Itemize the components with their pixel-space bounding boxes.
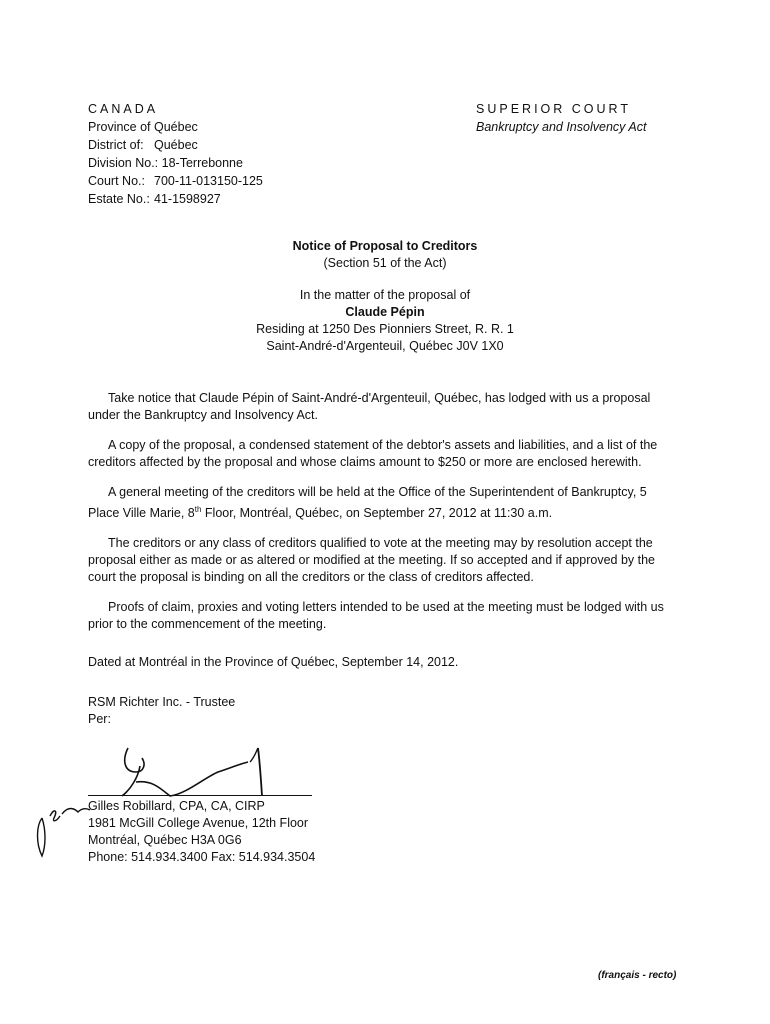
signatory-city: Montréal, Québec H3A 0G6 [88,833,242,847]
debtor-address-line1: Residing at 1250 Des Pionniers Street, R. R. 1 [256,322,514,336]
ordinal-suffix: th [194,505,202,514]
court-number-row [88,172,263,190]
estate-number-label: Estate No.: [88,192,150,206]
signatory-phone: Phone: 514.934.3400 Fax: 514.934.3504 [88,850,316,864]
court-number-value: 700-11-013150-125 [154,174,263,188]
page-footer-note: (français - recto) [598,970,677,981]
trustee-per: Per: [88,712,111,726]
signatory-name: Gilles Robillard, CPA, CA, CIRP [88,799,265,813]
district-row [88,136,263,154]
notice-title: Notice of Proposal to Creditors [292,239,478,253]
debtor-name: Claude Pépin [345,305,425,319]
meeting-text-end: Floor, Montréal, Québec, on September 27, 2012 at 11:30 a.m. [201,506,553,521]
estate-number-row [88,190,263,208]
handwritten-signature [100,738,280,798]
trustee-firm: RSM Richter Inc. - Trustee [88,695,236,709]
paragraph-voting: The creditors or any class of creditors qualified to vote at the meeting may by resolution accept the proposal either as made or as altered or modified at the meeting. If so accepted and if approved by the court the proposal is binding on all the creditors or the class of creditors affected. [88,536,656,585]
act-name: Bankruptcy and Insolvency Act [476,120,647,134]
signatory-address: 1981 McGill College Avenue, 12th Floor [88,816,309,830]
handwritten-initials [32,800,92,860]
court-name: SUPERIOR COURT [476,102,631,116]
division-label: Division No.: [88,156,159,170]
paragraph-enclosures: A copy of the proposal, a condensed statement of the debtor's assets and liabilities, and a list of the creditors affected by the proposal and whose claims amount to $250 or more are enclosed herewith. [88,438,658,469]
matter-intro: In the matter of the proposal of [299,288,471,302]
case-info-block [88,100,263,208]
paragraph-proofs: Proofs of claim, proxies and voting letters intended to be used at the meeting must be lodged with us prior to the commencement of the meeting. [88,600,664,632]
debtor-address-line2: Saint-André-d'Argenteuil, Québec J0V 1X0 [266,339,504,353]
division-value: 18-Terrebonne [161,156,243,170]
notice-body [88,390,680,646]
notice-title-block [0,238,770,272]
signature-line [88,795,312,796]
dated-line: Dated at Montréal in the Province of Québec, September 14, 2012. [88,655,459,669]
court-number-label: Court No.: [88,174,145,188]
estate-number-value: 41-1598927 [154,192,221,206]
district-label: District of: [88,138,144,152]
notice-section: (Section 51 of the Act) [323,256,447,270]
division-row [88,154,263,172]
district-value: Québec [154,138,198,152]
court-block [476,100,646,136]
country-label: CANADA [88,102,159,116]
meeting-text-start: A general meeting of the creditors will be held at the Office of the Superintendent of Bankruptcy, 5 Place Ville Marie, 8 [88,485,647,521]
province-label: Province of Québec [88,120,198,134]
trustee-block [88,694,235,728]
paragraph-notice: Take notice that Claude Pépin of Saint-André-d'Argenteuil, Québec, has lodged with us a proposal under the Bankruptcy and Insolvency Act. [88,391,651,422]
paragraph-meeting [88,484,680,522]
matter-block [0,287,770,355]
signatory-block [88,798,315,866]
